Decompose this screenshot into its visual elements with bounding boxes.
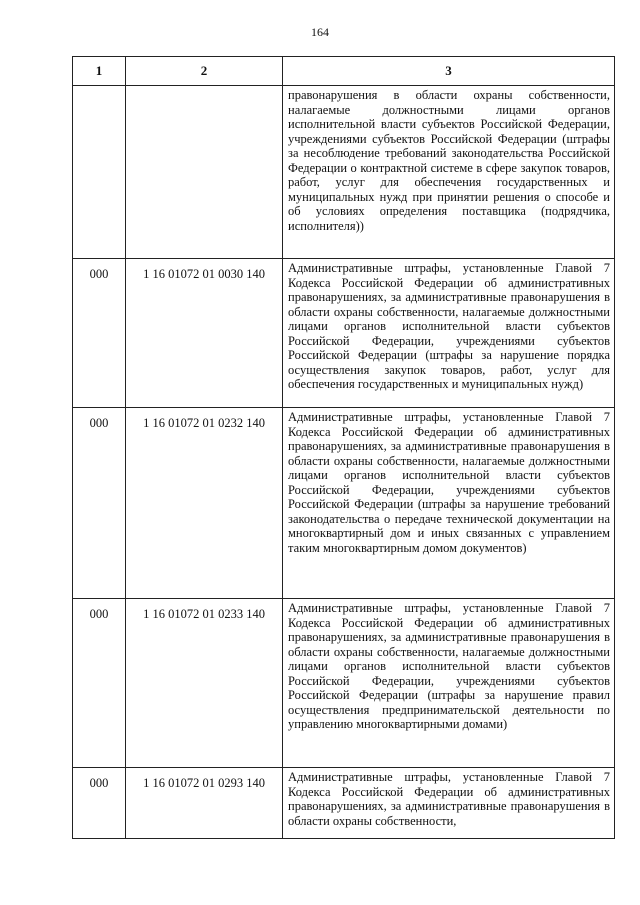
column-header-2: 2 (126, 57, 283, 86)
classification-code-cell: 1 16 01072 01 0293 140 (126, 768, 283, 839)
page-number: 164 (311, 25, 329, 39)
table-row (73, 408, 615, 599)
table-row (73, 86, 615, 259)
admin-code-cell: 000 (73, 408, 126, 599)
revenue-description-cell: Административные штрафы, установленные Главой 7 Кодекса Российской Федерации об административных правонарушениях, за административные правонарушения в области охраны собственности, налагаемые должностными лицами органов исполнительной власти субъектов Российской Федерации, учреждениями субъектов Российской Федерации (штрафы за нарушение порядка осуществления закупок товаров, работ, услуг для обеспечения государственных и муниципальных нужд) (283, 259, 615, 408)
revenue-description-cell: Административные штрафы, установленные Главой 7 Кодекса Российской Федерации об административных правонарушениях, за административные правонарушения в области охраны собственности, налагаемые должностными лицами органов исполнительной власти субъектов Российской Федерации, учреждениями субъектов Российской Федерации (штрафы за нарушение требований законодательства о передаче технической документации на многоквартирный дом и иных связанных с управлением таким многоквартирным домом документов) (283, 408, 615, 599)
budget-classification-table (72, 56, 615, 839)
revenue-description-cell: правонарушения в области охраны собственности, налагаемые должностными лицами органов исполнительной власти субъектов Российской Федерации, учреждениями субъектов Российской Федерации (штрафы за несоблюдение требований законодательства Российской Федерации о контрактной системе в сфере закупок товаров, работ, услуг для обеспечения государственных и муниципальных нужд при принятии решения о способе и об условиях определения поставщика (подрядчика, исполнителя)) (283, 86, 615, 259)
admin-code-cell: 000 (73, 599, 126, 768)
revenue-description-cell: Административные штрафы, установленные Главой 7 Кодекса Российской Федерации об административных правонарушениях, за административные правонарушения в области охраны собственности, (283, 768, 615, 839)
admin-code-cell: 000 (73, 768, 126, 839)
table-row (73, 768, 615, 839)
table-row (73, 259, 615, 408)
admin-code-cell (73, 86, 126, 259)
column-header-1: 1 (73, 57, 126, 86)
classification-code-cell: 1 16 01072 01 0232 140 (126, 408, 283, 599)
admin-code-cell: 000 (73, 259, 126, 408)
classification-code-cell: 1 16 01072 01 0233 140 (126, 599, 283, 768)
table-row (73, 599, 615, 768)
table-header-row (73, 57, 615, 86)
column-header-3: 3 (283, 57, 615, 86)
classification-code-cell: 1 16 01072 01 0030 140 (126, 259, 283, 408)
classification-code-cell (126, 86, 283, 259)
revenue-description-cell: Административные штрафы, установленные Главой 7 Кодекса Российской Федерации об административных правонарушениях, за административные правонарушения в области охраны собственности, налагаемые должностными лицами органов исполнительной власти субъектов Российской Федерации, учреждениями субъектов Российской Федерации (штрафы за нарушение правил осуществления предпринимательской деятельности по управлению многоквартирными домами) (283, 599, 615, 768)
